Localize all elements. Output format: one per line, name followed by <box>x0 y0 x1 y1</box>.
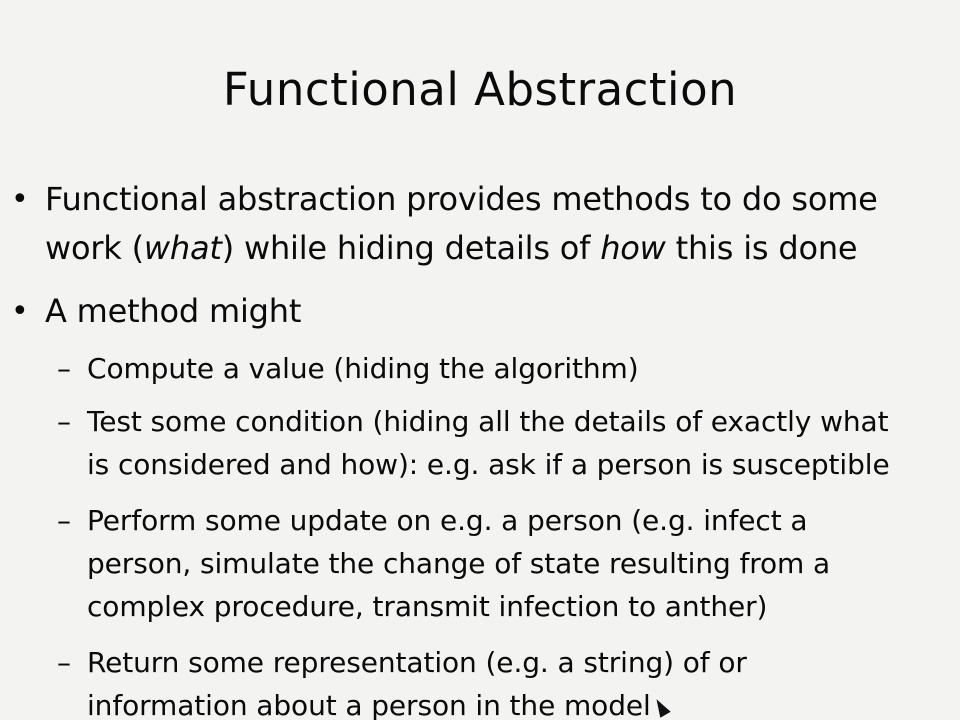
emphasis-how: how <box>600 229 666 267</box>
dash-marker: – <box>57 646 71 679</box>
bullet-line: A method might <box>45 292 302 330</box>
sub-bullet-line: information about a person in the model <box>87 689 651 720</box>
sub-bullet-return-representation <box>57 641 957 720</box>
text-segment: work ( <box>45 229 144 267</box>
sub-bullet-test-condition <box>57 400 957 486</box>
bullet-functional-abstraction <box>11 175 955 273</box>
text-segment: ) while hiding details of <box>221 229 601 267</box>
emphasis-what: what <box>143 229 222 267</box>
bullet-marker: • <box>11 294 29 329</box>
sub-bullet-line: Test some condition (hiding all the details of exactly what <box>87 405 889 438</box>
sub-bullet-line: Return some representation (e.g. a string) of or <box>87 646 747 679</box>
dash-marker: – <box>57 405 71 438</box>
sub-bullet-line: Compute a value (hiding the algorithm) <box>87 352 639 385</box>
dash-marker: – <box>57 352 71 385</box>
dash-marker: – <box>57 504 71 537</box>
sub-bullet-line: person, simulate the change of state resulting from a <box>87 547 831 580</box>
sub-bullet-perform-update <box>57 499 957 628</box>
bullet-line <box>45 224 955 273</box>
slide-title: Functional Abstraction <box>222 63 738 116</box>
sub-bullet-compute-value <box>57 347 957 390</box>
sub-bullet-line: is considered and how): e.g. ask if a person is susceptible <box>87 448 890 481</box>
bullet-line: Functional abstraction provides methods to do some <box>45 180 878 218</box>
sub-bullet-line: complex procedure, transmit infection to anther) <box>87 590 768 623</box>
sub-bullet-line: Perform some update on e.g. a person (e.g. infect a <box>87 504 808 537</box>
bullet-method-might <box>11 287 955 336</box>
bullet-marker: • <box>11 182 29 217</box>
text-segment: this is done <box>665 229 858 267</box>
